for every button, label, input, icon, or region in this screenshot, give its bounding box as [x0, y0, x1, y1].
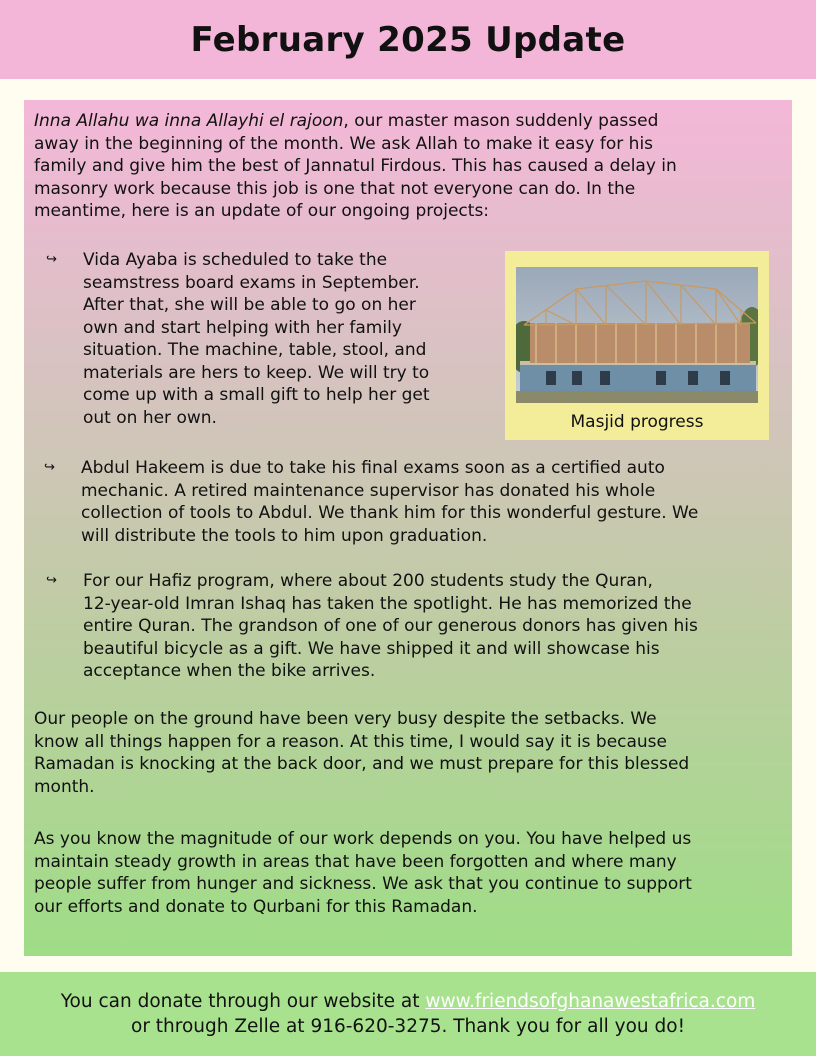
masjid-photo	[516, 267, 758, 403]
closing-line: know all things happen for a reason. At this time, I would say it is because	[34, 731, 668, 752]
bullet-line: Vida Ayaba is scheduled to take the	[83, 250, 388, 270]
bullet-text	[44, 457, 786, 547]
bullet-line: collection of tools to Abdul. We thank him for this wonderful gesture. We	[81, 503, 699, 523]
bullet-line: materials are hers to keep. We will try to	[83, 362, 430, 383]
closing-line: As you know the magnitude of our work depends on you. You have helped us	[34, 829, 692, 849]
photo-frame	[505, 251, 769, 440]
bullet-text	[46, 249, 486, 429]
bullet-line: beautiful bicycle as a gift. We have shipped it and will showcase his	[83, 638, 660, 659]
intro-line: family and give him the best of Jannatul Firdous. This has caused a delay in	[34, 156, 677, 176]
bullet-line: own and start helping with her family	[83, 317, 402, 338]
closing-line: Ramadan is knocking at the back door, and we must prepare for this blessed	[34, 754, 690, 774]
closing-line: our efforts and donate to Qurbani for this Ramadan.	[34, 896, 478, 917]
bullet-line: entire Quran. The grandson of one of our generous donors has given his	[83, 616, 698, 636]
website-link[interactable]: www.friendsofghanawestafrica.com	[425, 991, 756, 1012]
bullet-line: acceptance when the bike arrives.	[83, 661, 376, 681]
intro-paragraph	[34, 110, 786, 223]
bullet-line: situation. The machine, table, stool, and	[83, 340, 427, 360]
closing-line: maintain steady growth in areas that have been forgotten and where many	[34, 851, 677, 872]
bullet-abdul	[44, 457, 786, 547]
bullet-line: come up with a small gift to help her get	[83, 385, 430, 405]
closing-paragraph-2	[34, 828, 786, 918]
footer-text: You can donate through our website at	[60, 991, 426, 1012]
bullet-text	[46, 570, 786, 683]
page-header	[0, 0, 816, 79]
intro-line: , our master mason suddenly passed	[343, 111, 659, 131]
closing-line: Our people on the ground have been very busy despite the setbacks. We	[34, 709, 657, 729]
bullet-line: out on her own.	[83, 407, 217, 428]
bullet-imran	[46, 570, 786, 683]
footer-line-2: or through Zelle at 916-620-3275. Thank you for all you do!	[131, 1016, 685, 1037]
bullet-vida	[46, 249, 486, 429]
closing-paragraph-1	[34, 708, 786, 798]
page-footer	[0, 972, 816, 1056]
bullet-line: Abdul Hakeem is due to take his final exams soon as a certified auto	[81, 458, 665, 478]
bullet-line: 12-year-old Imran Ishaq has taken the spotlight. He has memorized the	[83, 593, 692, 614]
content-panel	[24, 100, 792, 956]
bullet-line: After that, she will be able to go on her	[83, 295, 416, 315]
arrow-icon: ↪	[46, 573, 57, 588]
closing-line: people suffer from hunger and sickness. We ask that you continue to support	[34, 874, 692, 894]
bullet-line: will distribute the tools to him upon graduation.	[81, 525, 488, 546]
bullet-line: mechanic. A retired maintenance supervisor has donated his whole	[81, 480, 656, 501]
closing-line: month.	[34, 776, 95, 797]
bullet-line: seamstress board exams in September.	[83, 272, 420, 293]
intro-line: meantime, here is an update of our ongoing projects:	[34, 201, 490, 221]
intro-line: masonry work because this job is one that not everyone can do. In the	[34, 178, 636, 199]
bullet-line: For our Hafiz program, where about 200 students study the Quran,	[83, 571, 653, 591]
intro-italic: Inna Allahu wa inna Allayhi el rajoon	[34, 111, 344, 131]
footer-line-1	[61, 989, 756, 1014]
masjid-construction-image	[516, 267, 758, 403]
photo-caption: Masjid progress	[570, 412, 704, 432]
intro-line: away in the beginning of the month. We ask Allah to make it easy for his	[34, 133, 654, 154]
page-title: February 2025 Update	[190, 19, 626, 60]
arrow-icon: ↪	[46, 252, 57, 267]
arrow-icon: ↪	[44, 460, 55, 475]
